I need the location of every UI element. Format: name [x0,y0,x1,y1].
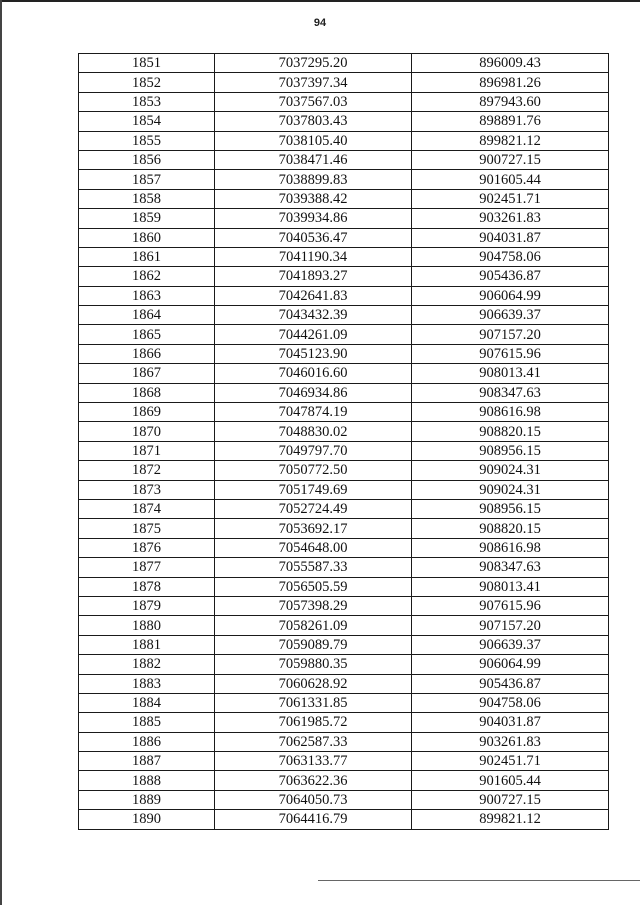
coordinates-table [78,53,609,830]
table-row [79,403,609,422]
table-row [79,752,609,771]
table-row [79,810,609,829]
point-number-cell: 1889 [79,790,215,809]
table-row [79,150,609,169]
point-number-cell: 1851 [79,54,215,73]
y-coordinate-cell: 905436.87 [412,267,609,286]
x-coordinate-cell: 7038105.40 [215,131,412,150]
y-coordinate-cell: 908347.63 [412,558,609,577]
x-coordinate-cell: 7060628.92 [215,674,412,693]
table-row [79,499,609,518]
y-coordinate-cell: 905436.87 [412,674,609,693]
x-coordinate-cell: 7061331.85 [215,693,412,712]
table-row [79,732,609,751]
y-coordinate-cell: 907615.96 [412,344,609,363]
point-number-cell: 1854 [79,112,215,131]
y-coordinate-cell: 908820.15 [412,519,609,538]
bottom-rule [318,880,640,881]
table-row [79,441,609,460]
x-coordinate-cell: 7050772.50 [215,461,412,480]
x-coordinate-cell: 7064050.73 [215,790,412,809]
table-row [79,364,609,383]
point-number-cell: 1853 [79,92,215,111]
x-coordinate-cell: 7046934.86 [215,383,412,402]
y-coordinate-cell: 900727.15 [412,150,609,169]
table-row [79,538,609,557]
coordinates-table-body [79,54,609,830]
x-coordinate-cell: 7037397.34 [215,73,412,92]
page-number: 94 [313,17,327,29]
point-number-cell: 1869 [79,403,215,422]
y-coordinate-cell: 901605.44 [412,771,609,790]
table-row [79,674,609,693]
x-coordinate-cell: 7056505.59 [215,577,412,596]
point-number-cell: 1860 [79,228,215,247]
table-row [79,558,609,577]
x-coordinate-cell: 7064416.79 [215,810,412,829]
x-coordinate-cell: 7044261.09 [215,325,412,344]
point-number-cell: 1858 [79,189,215,208]
point-number-cell: 1870 [79,422,215,441]
table-row [79,713,609,732]
x-coordinate-cell: 7063133.77 [215,752,412,771]
x-coordinate-cell: 7059880.35 [215,655,412,674]
table-row [79,228,609,247]
y-coordinate-cell: 904031.87 [412,713,609,732]
point-number-cell: 1852 [79,73,215,92]
x-coordinate-cell: 7047874.19 [215,403,412,422]
x-coordinate-cell: 7045123.90 [215,344,412,363]
point-number-cell: 1861 [79,247,215,266]
point-number-cell: 1857 [79,170,215,189]
point-number-cell: 1883 [79,674,215,693]
point-number-cell: 1882 [79,655,215,674]
x-coordinate-cell: 7059089.79 [215,635,412,654]
x-coordinate-cell: 7063622.36 [215,771,412,790]
y-coordinate-cell: 899821.12 [412,131,609,150]
point-number-cell: 1855 [79,131,215,150]
x-coordinate-cell: 7055587.33 [215,558,412,577]
point-number-cell: 1877 [79,558,215,577]
y-coordinate-cell: 908956.15 [412,499,609,518]
table-row [79,422,609,441]
y-coordinate-cell: 908013.41 [412,364,609,383]
table-row [79,73,609,92]
y-coordinate-cell: 906064.99 [412,655,609,674]
point-number-cell: 1856 [79,150,215,169]
table-row [79,112,609,131]
y-coordinate-cell: 908820.15 [412,422,609,441]
y-coordinate-cell: 903261.83 [412,732,609,751]
table-row [79,461,609,480]
table-row [79,519,609,538]
table-row [79,325,609,344]
y-coordinate-cell: 908616.98 [412,538,609,557]
point-number-cell: 1859 [79,209,215,228]
x-coordinate-cell: 7041893.27 [215,267,412,286]
point-number-cell: 1867 [79,364,215,383]
y-coordinate-cell: 906639.37 [412,306,609,325]
point-number-cell: 1885 [79,713,215,732]
point-number-cell: 1868 [79,383,215,402]
point-number-cell: 1871 [79,441,215,460]
x-coordinate-cell: 7061985.72 [215,713,412,732]
x-coordinate-cell: 7062587.33 [215,732,412,751]
y-coordinate-cell: 900727.15 [412,790,609,809]
y-coordinate-cell: 897943.60 [412,92,609,111]
table-row [79,54,609,73]
x-coordinate-cell: 7051749.69 [215,480,412,499]
table-row [79,189,609,208]
x-coordinate-cell: 7038899.83 [215,170,412,189]
table-row [79,170,609,189]
x-coordinate-cell: 7046016.60 [215,364,412,383]
y-coordinate-cell: 902451.71 [412,752,609,771]
table-row [79,286,609,305]
table-row [79,306,609,325]
point-number-cell: 1881 [79,635,215,654]
x-coordinate-cell: 7041190.34 [215,247,412,266]
point-number-cell: 1873 [79,480,215,499]
y-coordinate-cell: 903261.83 [412,209,609,228]
table-row [79,209,609,228]
point-number-cell: 1890 [79,810,215,829]
table-row [79,480,609,499]
point-number-cell: 1875 [79,519,215,538]
x-coordinate-cell: 7039934.86 [215,209,412,228]
y-coordinate-cell: 899821.12 [412,810,609,829]
point-number-cell: 1879 [79,596,215,615]
point-number-cell: 1865 [79,325,215,344]
table-row [79,247,609,266]
table-row [79,655,609,674]
x-coordinate-cell: 7058261.09 [215,616,412,635]
point-number-cell: 1862 [79,267,215,286]
x-coordinate-cell: 7037567.03 [215,92,412,111]
table-row [79,693,609,712]
point-number-cell: 1886 [79,732,215,751]
x-coordinate-cell: 7037295.20 [215,54,412,73]
x-coordinate-cell: 7054648.00 [215,538,412,557]
x-coordinate-cell: 7039388.42 [215,189,412,208]
table-row [79,596,609,615]
y-coordinate-cell: 909024.31 [412,480,609,499]
table-row [79,383,609,402]
x-coordinate-cell: 7042641.83 [215,286,412,305]
x-coordinate-cell: 7049797.70 [215,441,412,460]
y-coordinate-cell: 907615.96 [412,596,609,615]
y-coordinate-cell: 906064.99 [412,286,609,305]
x-coordinate-cell: 7038471.46 [215,150,412,169]
table-row [79,92,609,111]
x-coordinate-cell: 7053692.17 [215,519,412,538]
point-number-cell: 1878 [79,577,215,596]
y-coordinate-cell: 898891.76 [412,112,609,131]
y-coordinate-cell: 909024.31 [412,461,609,480]
y-coordinate-cell: 908616.98 [412,403,609,422]
page-border-top [0,0,640,2]
table-row [79,577,609,596]
point-number-cell: 1876 [79,538,215,557]
y-coordinate-cell: 907157.20 [412,325,609,344]
y-coordinate-cell: 902451.71 [412,189,609,208]
y-coordinate-cell: 904758.06 [412,247,609,266]
table-row [79,131,609,150]
y-coordinate-cell: 908347.63 [412,383,609,402]
x-coordinate-cell: 7057398.29 [215,596,412,615]
x-coordinate-cell: 7037803.43 [215,112,412,131]
x-coordinate-cell: 7052724.49 [215,499,412,518]
point-number-cell: 1864 [79,306,215,325]
y-coordinate-cell: 907157.20 [412,616,609,635]
page-border-left [0,0,2,905]
table-row [79,344,609,363]
table-row [79,790,609,809]
table-row [79,616,609,635]
point-number-cell: 1884 [79,693,215,712]
point-number-cell: 1874 [79,499,215,518]
y-coordinate-cell: 904758.06 [412,693,609,712]
point-number-cell: 1880 [79,616,215,635]
point-number-cell: 1863 [79,286,215,305]
point-number-cell: 1872 [79,461,215,480]
y-coordinate-cell: 908956.15 [412,441,609,460]
point-number-cell: 1888 [79,771,215,790]
y-coordinate-cell: 896009.43 [412,54,609,73]
table-row [79,771,609,790]
point-number-cell: 1887 [79,752,215,771]
table-row [79,267,609,286]
table-row [79,635,609,654]
y-coordinate-cell: 896981.26 [412,73,609,92]
x-coordinate-cell: 7040536.47 [215,228,412,247]
y-coordinate-cell: 908013.41 [412,577,609,596]
y-coordinate-cell: 904031.87 [412,228,609,247]
x-coordinate-cell: 7048830.02 [215,422,412,441]
x-coordinate-cell: 7043432.39 [215,306,412,325]
point-number-cell: 1866 [79,344,215,363]
y-coordinate-cell: 901605.44 [412,170,609,189]
y-coordinate-cell: 906639.37 [412,635,609,654]
